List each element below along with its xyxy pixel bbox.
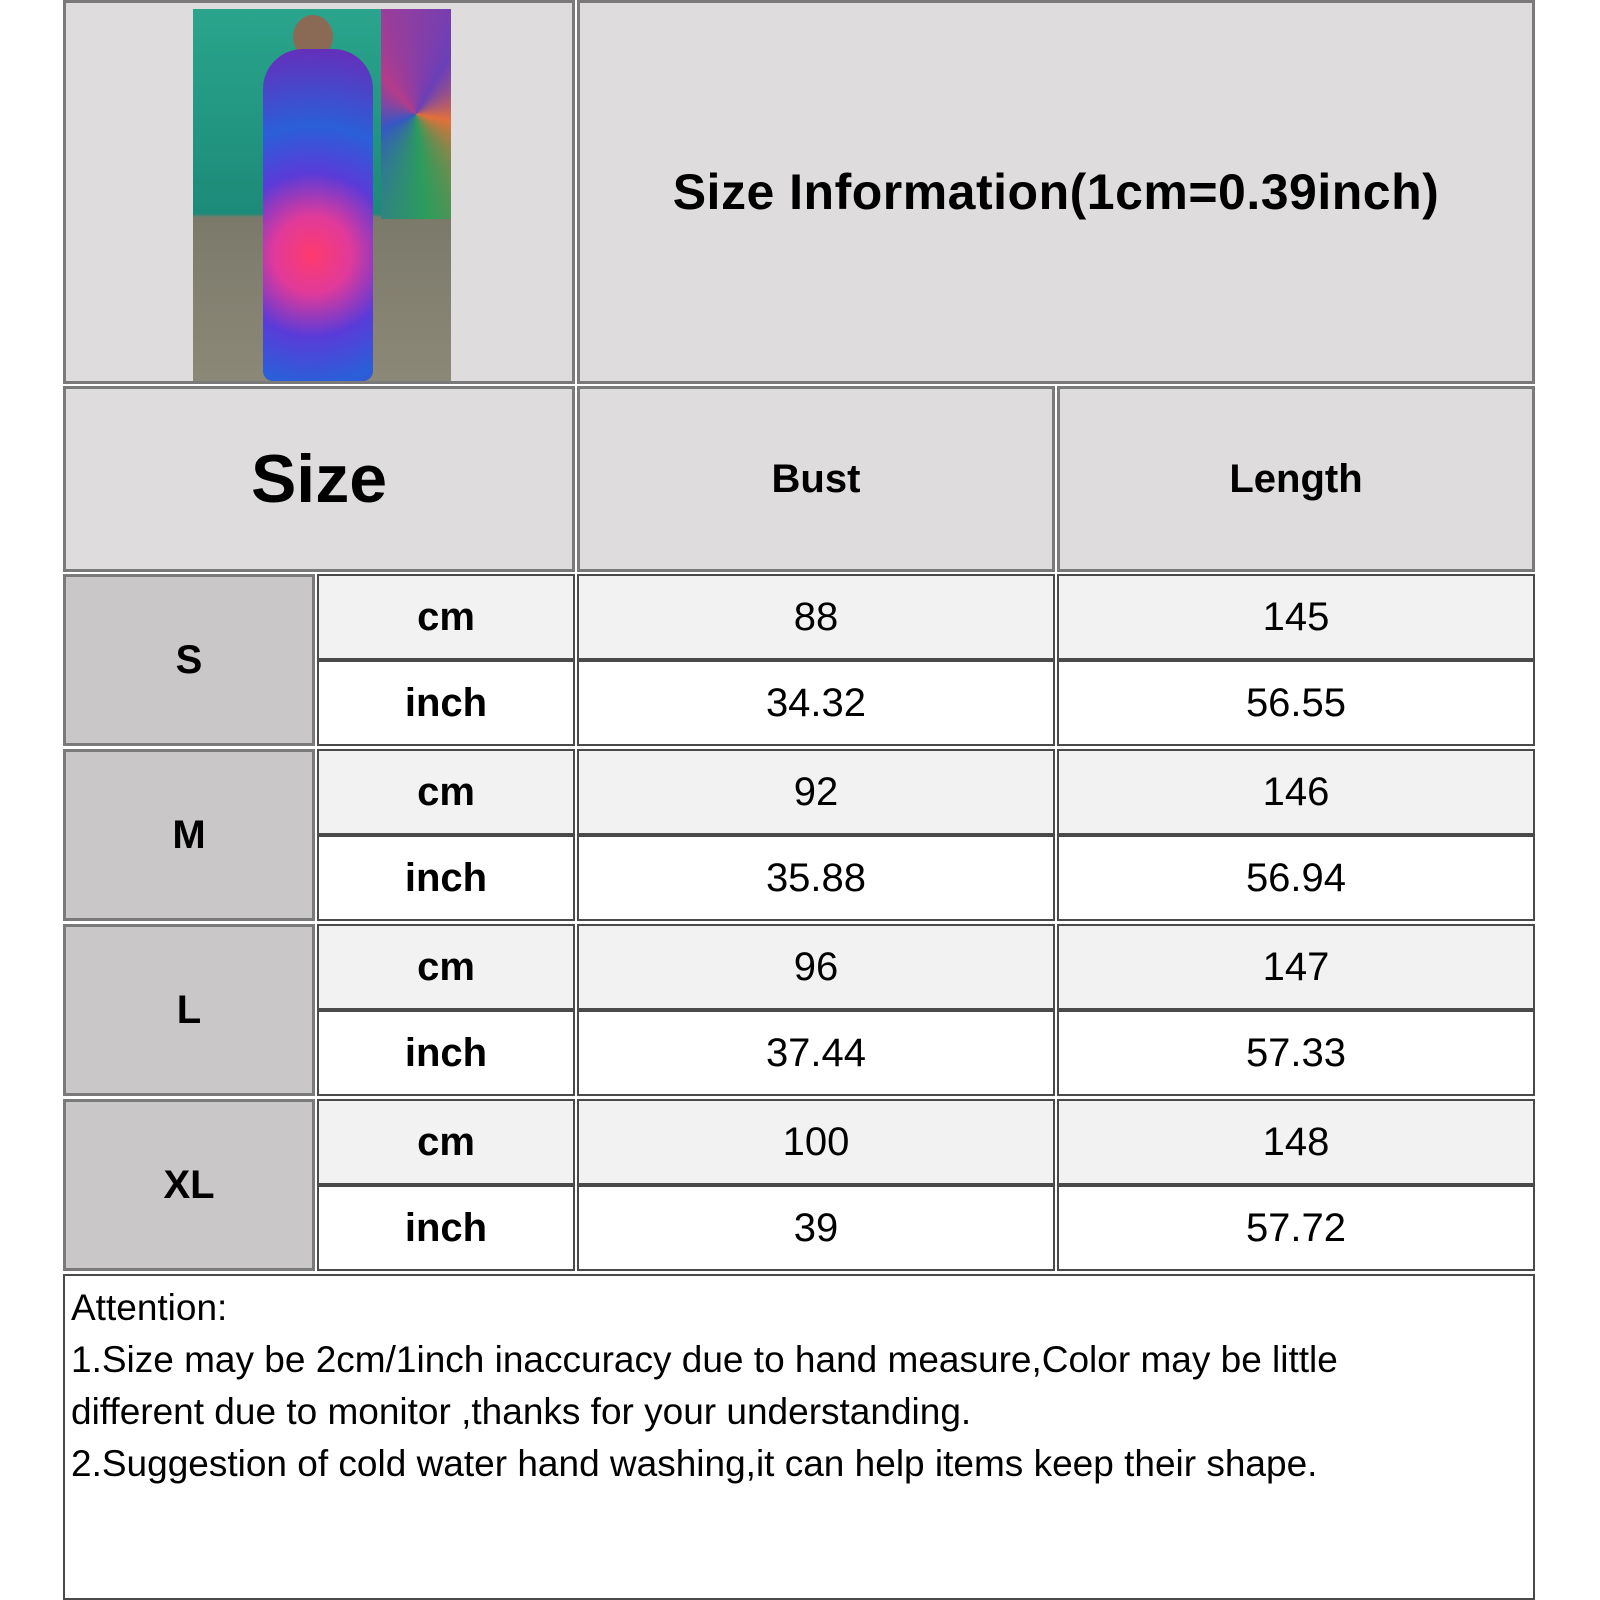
length-value: 145 xyxy=(1262,594,1330,639)
length-cell xyxy=(1057,1185,1535,1271)
product-photo-cell xyxy=(63,0,575,384)
length-cell xyxy=(1057,749,1535,835)
bust-value: 88 xyxy=(793,594,839,639)
photo-background-mural xyxy=(381,9,451,219)
bust-cell xyxy=(577,835,1055,921)
unit-label: cm xyxy=(417,1119,475,1164)
tie-dye-dress xyxy=(263,49,373,381)
unit-cell xyxy=(317,835,575,921)
title-cell xyxy=(577,0,1535,384)
unit-cell xyxy=(317,924,575,1010)
attention-heading: Attention: xyxy=(71,1287,228,1328)
bust-cell xyxy=(577,1185,1055,1271)
length-header-cell xyxy=(1057,386,1535,572)
unit-cell xyxy=(317,574,575,660)
length-cell xyxy=(1057,835,1535,921)
length-cell xyxy=(1057,660,1535,746)
size-label-cell xyxy=(63,749,315,921)
bust-cell xyxy=(577,1099,1055,1185)
bust-value: 96 xyxy=(793,944,839,989)
unit-cell xyxy=(317,660,575,746)
length-value: 57.33 xyxy=(1245,1030,1347,1075)
bust-cell xyxy=(577,574,1055,660)
length-value: 56.55 xyxy=(1245,680,1347,725)
unit-label: inch xyxy=(404,855,488,900)
length-cell xyxy=(1057,1099,1535,1185)
length-value: 57.72 xyxy=(1245,1205,1347,1250)
product-photo xyxy=(193,9,451,381)
unit-cell xyxy=(317,1099,575,1185)
size-label-cell xyxy=(63,1099,315,1271)
attention-notes xyxy=(63,1274,1535,1600)
unit-label: inch xyxy=(404,1205,488,1250)
length-value: 146 xyxy=(1262,769,1330,814)
bust-value: 39 xyxy=(793,1205,839,1250)
chart-title: Size Information(1cm=0.39inch) xyxy=(672,164,1440,220)
unit-label: cm xyxy=(417,594,475,639)
attention-line-1: 1.Size may be 2cm/1inch inaccuracy due to hand measure,Color may be little xyxy=(71,1339,1338,1380)
bust-value: 92 xyxy=(793,769,839,814)
length-value: 147 xyxy=(1262,944,1330,989)
size-label-cell xyxy=(63,924,315,1096)
size-label: L xyxy=(176,987,202,1032)
bust-value: 37.44 xyxy=(765,1030,867,1075)
bust-value: 100 xyxy=(782,1119,850,1164)
size-header: Size xyxy=(250,441,388,517)
bust-cell xyxy=(577,924,1055,1010)
bust-cell xyxy=(577,660,1055,746)
bust-cell xyxy=(577,1010,1055,1096)
length-cell xyxy=(1057,574,1535,660)
size-label: M xyxy=(172,812,206,857)
unit-label: inch xyxy=(404,1030,488,1075)
size-label: XL xyxy=(163,1162,215,1207)
bust-value: 34.32 xyxy=(765,680,867,725)
attention-line-3: 2.Suggestion of cold water hand washing,it can help items keep their shape. xyxy=(71,1443,1318,1484)
length-cell xyxy=(1057,924,1535,1010)
unit-cell xyxy=(317,1185,575,1271)
size-label-cell xyxy=(63,574,315,746)
length-cell xyxy=(1057,1010,1535,1096)
length-value: 148 xyxy=(1262,1119,1330,1164)
unit-cell xyxy=(317,749,575,835)
attention-line-2: different due to monitor ,thanks for your understanding. xyxy=(71,1391,972,1432)
bust-cell xyxy=(577,749,1055,835)
bust-header-cell xyxy=(577,386,1055,572)
size-chart xyxy=(63,0,1535,1600)
unit-label: inch xyxy=(404,680,488,725)
length-value: 56.94 xyxy=(1245,855,1347,900)
unit-label: cm xyxy=(417,944,475,989)
size-label: S xyxy=(175,637,203,682)
length-header: Length xyxy=(1229,456,1363,501)
bust-header: Bust xyxy=(771,456,861,501)
unit-cell xyxy=(317,1010,575,1096)
bust-value: 35.88 xyxy=(765,855,867,900)
size-header-cell xyxy=(63,386,575,572)
unit-label: cm xyxy=(417,769,475,814)
